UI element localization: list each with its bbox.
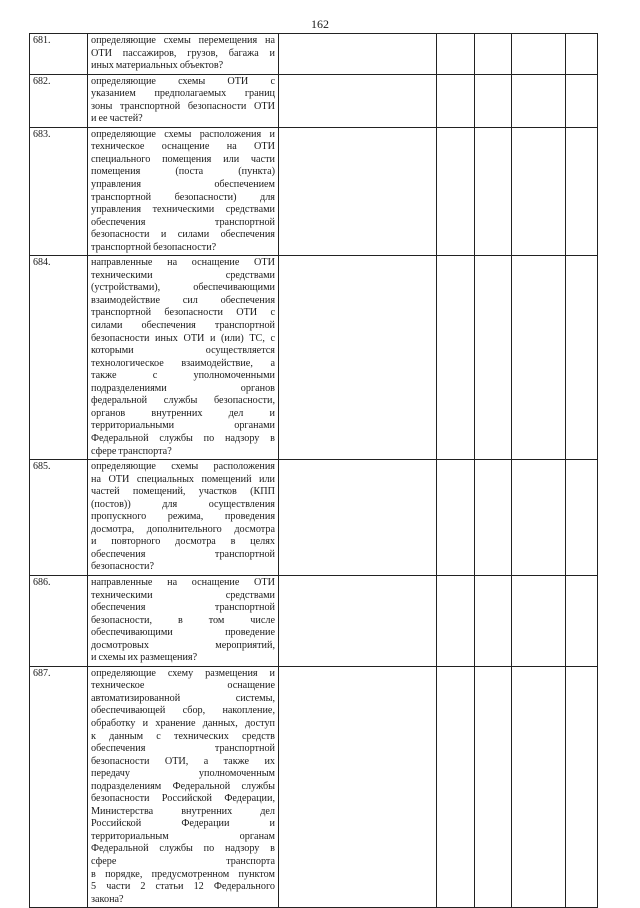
text-line: Российской Федерации и	[91, 818, 275, 830]
empty-cell	[512, 575, 566, 666]
text-line: Федеральной службы по надзору в	[91, 432, 275, 444]
text-line: транспортной безопасности ОТИ с	[91, 307, 275, 319]
text-line: подразделениями органов	[91, 382, 275, 394]
text-line: техническими средствами	[91, 269, 275, 281]
text-line: органов внутренних дел и	[91, 407, 275, 419]
empty-cell	[566, 34, 598, 75]
text-line: обеспечения транспортной	[91, 216, 275, 228]
text-line: также с уполномоченными	[91, 370, 275, 382]
empty-cell	[475, 256, 512, 460]
empty-cell	[512, 460, 566, 576]
text-line: передачу уполномоченным	[91, 768, 275, 780]
text-line: закона?	[91, 893, 124, 905]
text-line: технологическое взаимодействие, а	[91, 357, 275, 369]
text-line: определяющие схемы перемещения на	[91, 35, 275, 46]
text-line: направленные на оснащение ОТИ	[91, 576, 275, 588]
text-line: автоматизированной системы,	[91, 692, 275, 704]
text-line: обеспечивающими проведение	[91, 627, 275, 639]
text-line: обеспечивающей сбор, накопление,	[91, 705, 275, 717]
text-line: взаимодействие сил обеспечения	[91, 294, 275, 306]
text-line: безопасности, в том числе	[91, 614, 275, 626]
row-number: 686.	[30, 575, 88, 666]
requirement-text	[88, 127, 279, 255]
text-line: на ОТИ специальных помещений или	[91, 473, 275, 485]
table-row	[30, 666, 598, 907]
text-line: техническое оснащение	[91, 680, 275, 692]
row-number: 683.	[30, 127, 88, 255]
empty-cell	[475, 74, 512, 127]
text-line: обеспечения транспортной	[91, 602, 275, 614]
empty-cell	[475, 575, 512, 666]
empty-cell	[279, 127, 437, 255]
text-line: определяющие схему размещения и	[91, 667, 275, 679]
table-row	[30, 74, 598, 127]
table-row	[30, 127, 598, 255]
text-line: помещения (поста (пункта)	[91, 166, 275, 178]
empty-cell	[279, 666, 437, 907]
text-line: ОТИ пассажиров, грузов, багажа и	[91, 47, 275, 59]
text-line: обеспечения транспортной	[91, 548, 275, 560]
text-line: безопасности?	[91, 561, 154, 573]
empty-cell	[437, 575, 475, 666]
text-line: пропускного режима, проведения	[91, 511, 275, 523]
text-line: указанием предполагаемых границ	[91, 88, 275, 100]
empty-cell	[437, 127, 475, 255]
text-line: безопасности иных ОТИ и (или) ТС, с	[91, 332, 275, 344]
requirement-text	[88, 34, 279, 75]
empty-cell	[566, 256, 598, 460]
text-line: сфере транспорта	[91, 856, 275, 867]
text-line: территориальным органам	[91, 830, 275, 842]
table-row	[30, 460, 598, 576]
text-line: 5 части 2 статьи 12 Федерального	[91, 881, 275, 893]
text-line: подразделениям Федеральной службы	[91, 780, 275, 792]
requirement-text	[88, 575, 279, 666]
text-line: частей помещений, участков (КПП	[91, 486, 275, 498]
text-line: и ее частей?	[91, 113, 143, 125]
row-number: 682.	[30, 74, 88, 127]
empty-cell	[279, 34, 437, 75]
empty-cell	[566, 575, 598, 666]
text-line: иных материальных объектов?	[91, 60, 224, 72]
empty-cell	[437, 34, 475, 75]
text-line: (устройствами), обеспечивающими	[91, 282, 275, 294]
text-line: и схемы их размещения?	[91, 652, 198, 664]
empty-cell	[475, 127, 512, 255]
requirement-text	[88, 666, 279, 907]
row-number: 685.	[30, 460, 88, 576]
text-line: и повторного досмотра в целях	[91, 536, 275, 548]
text-line: территориальными органами	[91, 420, 275, 432]
requirement-text	[88, 460, 279, 576]
empty-cell	[512, 666, 566, 907]
empty-cell	[475, 34, 512, 75]
requirement-text	[88, 74, 279, 127]
text-line: к данным с технических средств	[91, 730, 275, 742]
empty-cell	[279, 74, 437, 127]
text-line: безопасности и силами обеспечения	[91, 229, 275, 241]
table-row	[30, 575, 598, 666]
checklist-table	[29, 33, 598, 908]
empty-cell	[566, 666, 598, 907]
text-line: транспортной безопасности?	[91, 241, 217, 253]
text-line: федеральной службы безопасности,	[91, 395, 275, 407]
text-line: управления техническими средствами	[91, 204, 275, 216]
row-number: 684.	[30, 256, 88, 460]
empty-cell	[512, 74, 566, 127]
text-line: определяющие схемы расположения и	[91, 128, 275, 140]
table-row	[30, 256, 598, 460]
empty-cell	[279, 575, 437, 666]
empty-cell	[512, 127, 566, 255]
text-line: техническое оснащение на ОТИ	[91, 141, 275, 153]
text-line: безопасности ОТИ, а также их	[91, 755, 275, 767]
empty-cell	[475, 460, 512, 576]
text-line: транспортной безопасности) для	[91, 191, 275, 203]
text-line: сфере транспорта?	[91, 445, 172, 457]
empty-cell	[512, 34, 566, 75]
empty-cell	[437, 666, 475, 907]
text-line: направленные на оснащение ОТИ	[91, 257, 275, 269]
text-line: досмотровых мероприятий,	[91, 639, 275, 651]
empty-cell	[475, 666, 512, 907]
row-number: 681.	[30, 34, 88, 75]
empty-cell	[279, 460, 437, 576]
empty-cell	[437, 74, 475, 127]
text-line: техническими средствами	[91, 589, 275, 601]
text-line: (постов)) для осуществления	[91, 498, 275, 510]
text-line: в порядке, предусмотренном пунктом	[91, 868, 275, 880]
text-line: обеспечения транспортной	[91, 743, 275, 755]
empty-cell	[512, 256, 566, 460]
text-line: управления обеспечением	[91, 179, 275, 191]
empty-cell	[279, 256, 437, 460]
empty-cell	[566, 127, 598, 255]
empty-cell	[437, 460, 475, 576]
empty-cell	[437, 256, 475, 460]
text-line: специального помещения или части	[91, 153, 275, 165]
text-line: обработку и хранение данных, доступ	[91, 717, 275, 729]
text-line: определяющие схемы ОТИ с	[91, 75, 275, 87]
text-line: Федеральной службы по надзору в	[91, 843, 275, 855]
requirement-text	[88, 256, 279, 460]
text-line: досмотра, дополнительного досмотра	[91, 523, 275, 535]
text-line: безопасности Российской Федерации,	[91, 793, 275, 805]
table-row	[30, 34, 598, 75]
text-line: Министерства внутренних дел	[91, 805, 275, 817]
empty-cell	[566, 74, 598, 127]
text-line: зоны транспортной безопасности ОТИ	[91, 100, 275, 112]
empty-cell	[566, 460, 598, 576]
text-line: силами обеспечения транспортной	[91, 320, 275, 332]
text-line: которыми осуществляется	[91, 345, 275, 357]
text-line: определяющие схемы расположения	[91, 461, 275, 473]
page-number: 162	[311, 17, 329, 31]
row-number: 687.	[30, 666, 88, 907]
